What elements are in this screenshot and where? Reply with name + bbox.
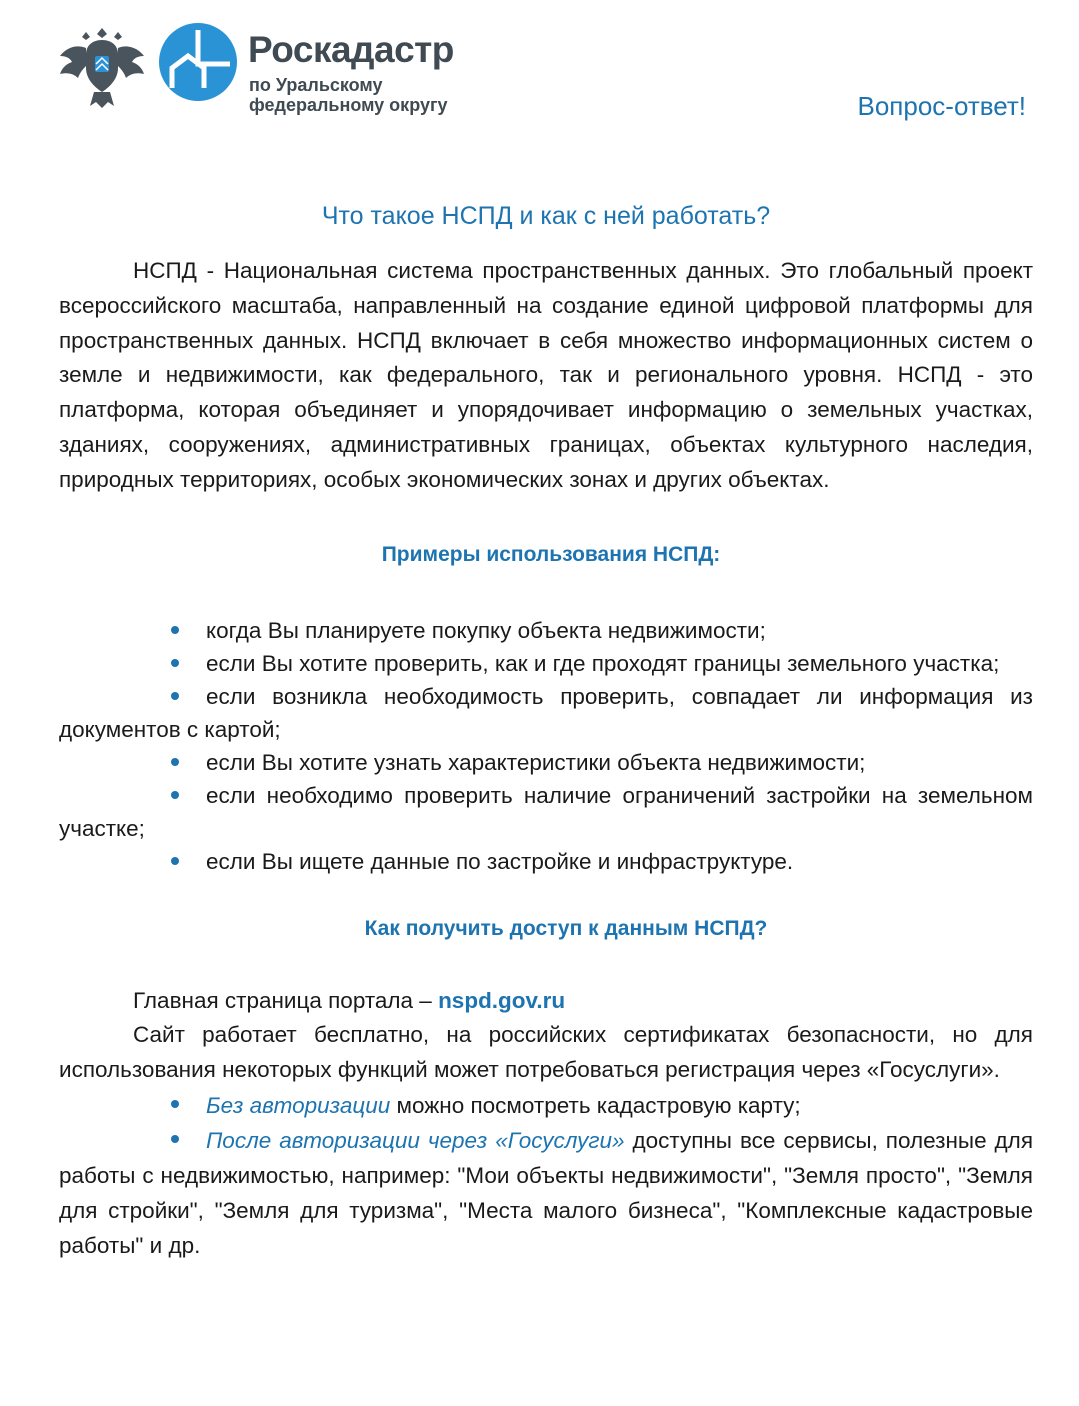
list-item-text: доступны все сервисы, полезные для работы с недвижимостью, например: "Мои объекты недвижимости", "Земля просто", "Земля для стройки", "Земля для туризма", "Места малого бизнеса", "Комплексные кадастровые работы" и др. [59,1127,1033,1258]
examples-heading: Примеры использования НСПД: [381,542,721,566]
list-item [59,779,1033,845]
bullet-icon [171,857,179,865]
list-item-text: если необходимо проверить наличие ограничений застройки на земельном участке; [59,782,1033,841]
list-item [59,845,1033,878]
list-item [59,746,1033,779]
list-item-text: когда Вы планируете покупку объекта недвижимости; [206,617,766,643]
list-item [59,614,1033,647]
list-item [59,1123,1033,1263]
double-headed-eagle-emblem-icon [56,18,148,110]
brand-subtitle-line1: по Уральскому [249,75,383,95]
bullet-icon [171,659,179,667]
access-list [59,1088,1033,1263]
access-emphasis: После авторизации через «Госуслуги» [206,1127,625,1153]
list-item-text: если возникла необходимость проверить, совпадает ли информация из документов с картой; [59,683,1033,742]
list-item-text: можно посмотреть кадастровую карту; [390,1092,801,1118]
list-item-text: если Вы хотите узнать характеристики объекта недвижимости; [206,749,866,775]
portal-line [59,984,1033,1019]
list-item [59,680,1033,746]
page-header [0,0,1079,140]
portal-label: Главная страница портала – [133,987,439,1013]
bullet-icon [171,1135,179,1143]
list-item-text: если Вы ищете данные по застройке и инфраструктуре. [206,848,794,874]
list-item [59,1088,1033,1123]
brand-subtitle [249,75,447,115]
access-heading: Как получить доступ к данным НСПД? [364,916,768,940]
intro-paragraph: НСПД - Национальная система пространственных данных. Это глобальный проект всероссийского масштаба, направленный на создание единой цифровой платформы для пространственных данных. НСПД включает в себя множество информационных систем о земле и недвижимости, как федерального, так и регионального уровня. НСПД - это платформа, которая объединяет и упорядочивает информацию о земельных участках, зданиях, сооружениях, административных границах, объектах культурного наследия, природных территориях, особых экономических зонах и других объектах. [59,258,1033,492]
list-item [59,647,1033,680]
qa-label: Вопрос-ответ! [857,91,1026,121]
portal-link[interactable]: nspd.gov.ru [438,987,566,1013]
bullet-icon [171,758,179,766]
access-emphasis: Без авторизации [206,1092,391,1118]
page-title: Что такое НСПД и как с ней работать? [321,202,771,230]
brand-name: Роскадастр [248,29,454,70]
examples-list [59,614,1033,878]
bullet-icon [171,692,179,700]
brand-subtitle-line2: федеральному округу [249,95,448,115]
bullet-icon [171,791,179,799]
site-paragraph: Сайт работает бесплатно, на российских сертификатах безопасности, но для использования некоторых функций может потребоваться регистрация через «Госуслуги». [59,1022,1033,1083]
bullet-icon [171,626,179,634]
roskadastr-logo-icon [158,22,238,102]
bullet-icon [171,1100,179,1108]
list-item-text: если Вы хотите проверить, как и где проходят границы земельного участка; [206,650,1000,676]
article-body [59,196,1033,1263]
